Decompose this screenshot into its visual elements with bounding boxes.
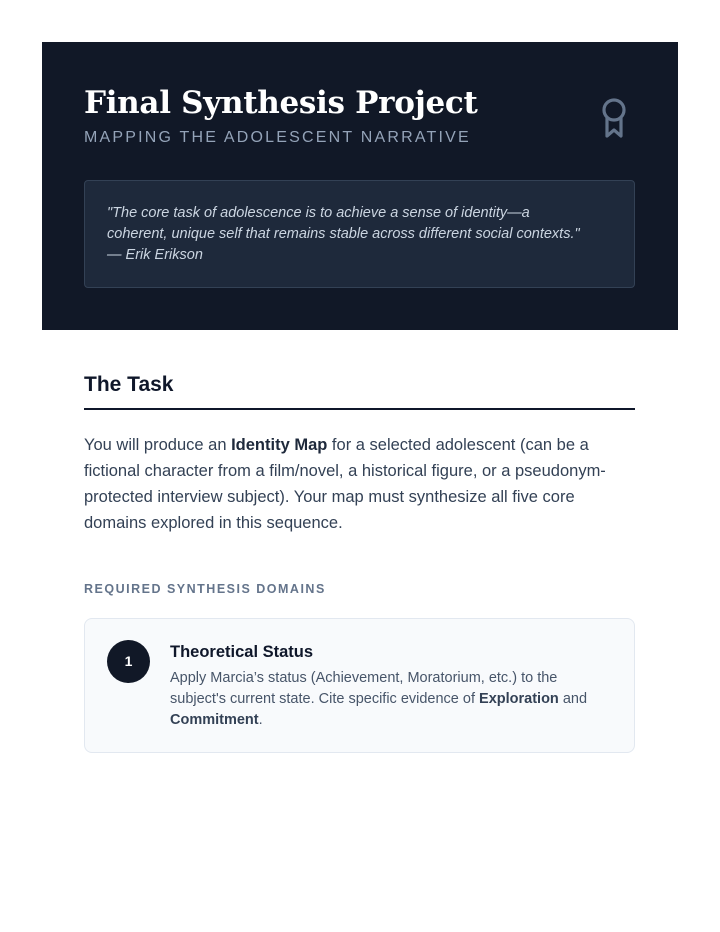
domain-title: Theoretical Status — [170, 643, 314, 661]
domain-emphasis: Exploration — [479, 691, 559, 707]
award-ribbon-icon — [598, 96, 630, 140]
hero-banner — [42, 42, 678, 330]
domains-label: REQUIRED SYNTHESIS DOMAINS — [84, 582, 326, 596]
domain-text: Apply Marcia’s status (Achievement, Moratorium, etc.) to the subject's current state. Cite specific evidence of — [170, 670, 558, 707]
main-content — [84, 370, 635, 753]
domain-description — [170, 668, 610, 731]
task-text: You will produce an — [84, 436, 232, 454]
quote-line: "The core task of adolescence is to achieve a sense of identity—a — [107, 205, 530, 221]
section-heading-task: The Task — [84, 370, 635, 410]
task-text: for a selected adolescent (can be a fictional character from a film/novel, a historical figure, or a pseudonym-protected interview subject). Your map must synthesize all five core domains explored in this sequence. — [84, 436, 606, 532]
domain-card — [84, 618, 635, 753]
domain-text: and — [558, 691, 588, 707]
quote-author: — Erik Erikson — [107, 247, 203, 263]
task-description — [84, 432, 635, 536]
domain-emphasis: Commitment — [170, 712, 259, 728]
domain-text: . — [258, 712, 263, 728]
task-emphasis: Identity Map — [231, 436, 328, 454]
page-subtitle: MAPPING THE ADOLESCENT NARRATIVE — [84, 129, 471, 146]
quote-line: coherent, unique self that remains stable across different social contexts." — [107, 226, 580, 242]
page-title: Final Synthesis Project — [84, 85, 478, 121]
domain-number-badge: 1 — [107, 640, 150, 683]
erikson-quote — [84, 180, 635, 288]
